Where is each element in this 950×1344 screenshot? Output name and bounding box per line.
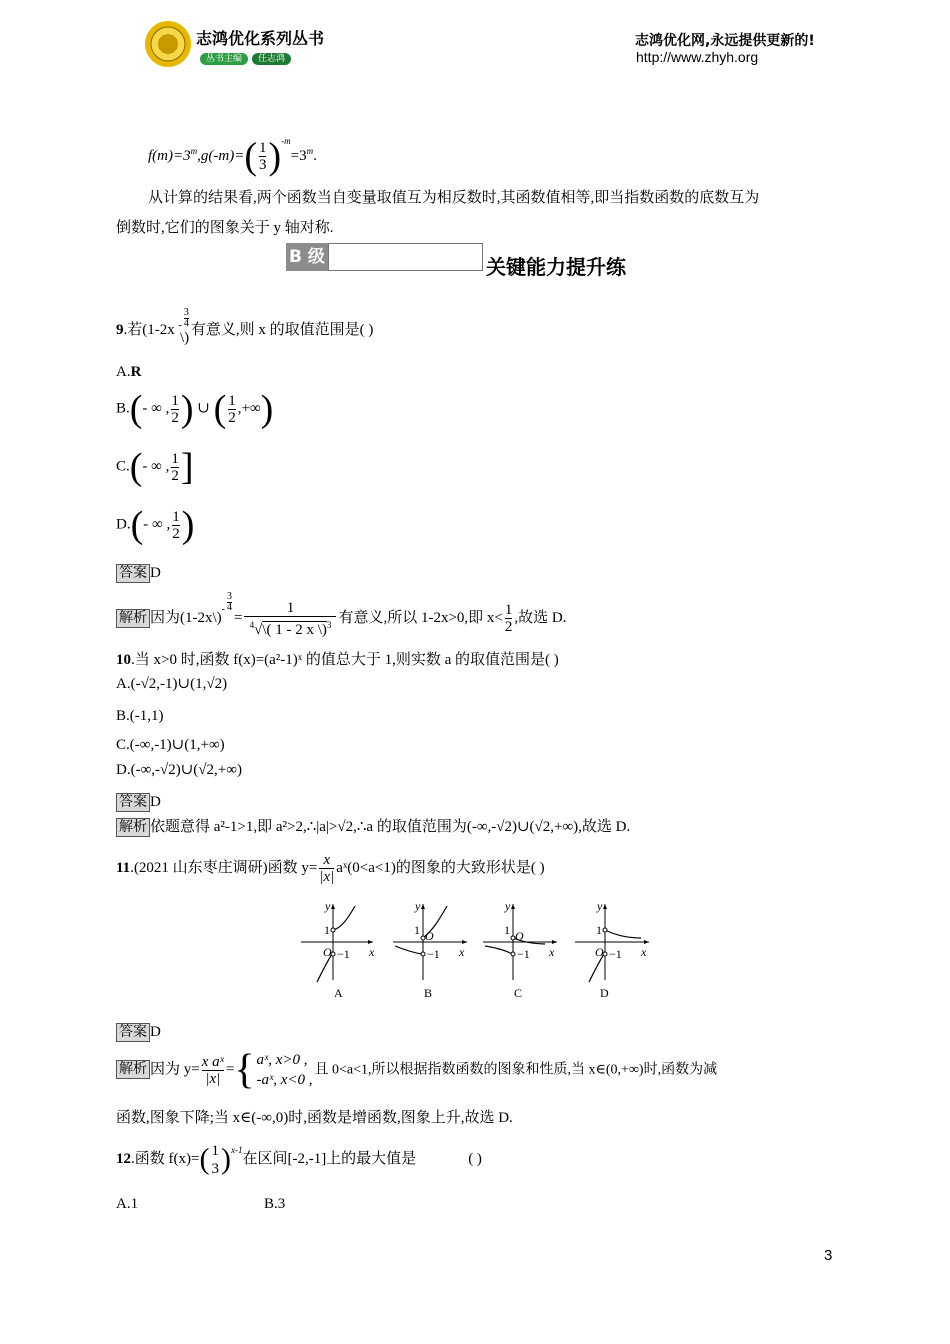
- q12-stem: 12.函数 f(x)=( 1 3 )$^{x-1}$在区间[-2,-1]上的最大值是 ( ): [116, 1142, 482, 1177]
- q9-d-frac: $\frac{1}{2}$: [172, 508, 180, 542]
- graph-b: [393, 899, 467, 1000]
- q9-option-b: B.(- ∞ , $\frac{1}{2}$ ) ∪ ( $\frac{1}{2}$ ,+∞): [116, 388, 274, 430]
- q9-answer-value: D: [150, 565, 161, 581]
- q11-analysis-a: 因为 y=: [150, 1061, 200, 1078]
- q9-b-frac2: $\frac{1}{2}$: [228, 392, 236, 426]
- formula-sup2: m: [306, 146, 314, 156]
- q11-graphs: [295, 898, 665, 1004]
- q9-analysis-half: $\frac{1}{2}$: [504, 602, 513, 636]
- q11-analysis: 解析 因为 y= $\frac{\text{x aˣ}}{|x|}$ ={ aˣ, x>0 , -aˣ, x<0 , 且 0<a<1,所以根据指数函数的图象和性质,当 x∈(0,+∞)时,函数为减: [116, 1050, 717, 1100]
- q9-stem-paren: \): [180, 330, 190, 346]
- graph-d-o: O: [595, 945, 604, 959]
- q11-stem: [116, 852, 545, 896]
- graph-b-x: x: [459, 945, 465, 959]
- formula-end: .: [313, 148, 317, 164]
- q9-analysis: [116, 592, 566, 636]
- brand-title: 志鸿优化系列丛书: [196, 29, 325, 48]
- formula-mid: ,g(-m)=: [197, 148, 245, 164]
- q11-analysis-b: 且 0<a<1,所以根据指数函数的图象和性质,当 x∈(0,+∞)时,函数为减: [314, 1062, 718, 1078]
- graph-b-y: y: [415, 899, 421, 913]
- graph-d-label: D: [600, 986, 609, 1000]
- q12-option-a: A.1: [116, 1196, 139, 1212]
- q9-number: 9: [116, 322, 124, 338]
- q9-b-label: B.: [116, 400, 130, 417]
- q11-cases: aˣ, x>0 , -aˣ, x<0 ,: [256, 1052, 313, 1088]
- q9-stem-b: 有意义,则 x 的取值范围是( ): [190, 322, 374, 338]
- q10-answer-value: D: [150, 794, 161, 810]
- q9-analysis-c: ,故选 D.: [514, 610, 567, 626]
- q9-analysis-eq: =: [234, 610, 243, 626]
- q9-c-frac: $\frac{1}{2}$: [171, 450, 179, 484]
- graph-a-label: A: [334, 986, 343, 1000]
- q10-number: 10: [116, 652, 131, 668]
- fraction-one-third: $\frac{1}{3}$: [258, 140, 267, 174]
- q12-stem-b: 在区间[-2,-1]上的最大值是: [242, 1151, 417, 1167]
- badge-left: 丛书主编: [200, 53, 248, 65]
- graph-a-y: y: [325, 899, 331, 913]
- q9-c-part: - ∞ ,: [142, 458, 170, 475]
- header-url[interactable]: http://www.zhyh.org: [636, 49, 759, 65]
- conclusion-line-1: 从计算的结果看,两个函数当自变量取值互为相反数时,其函数值相等,即当指数函数的底数互为: [148, 190, 760, 206]
- top-formula: $f(m)=3^m,g(-m)=$( $\frac{1}{3}$ )$^{-m}=3^m$.: [148, 135, 317, 178]
- q12-number: 12: [116, 1151, 131, 1167]
- logo-icon: [144, 20, 192, 68]
- q10-analysis-text: 依题意得 a²-1>1,即 a²>2,∴|a|>√2,∴a 的取值范围为(-∞,-√2)∪(√2,+∞),故选 D.: [150, 819, 631, 835]
- q9-analysis-b: 有意义,所以 1-2x>0,即 x<: [338, 610, 503, 626]
- q9-d-label: D.: [116, 516, 131, 533]
- graph-c-y: y: [505, 899, 511, 913]
- graph-b-label: B: [424, 986, 433, 1000]
- q11-frac: $\frac{x}{|x|}$: [319, 852, 335, 885]
- section-title: 关键能力提升练: [486, 255, 626, 279]
- q9-b-frac: $\frac{1}{2}$: [171, 392, 179, 426]
- q10-option-d: D.(-∞,-√2)∪(√2,+∞): [116, 762, 242, 778]
- graph-d: [575, 899, 649, 1000]
- graph-c-o: O: [515, 929, 524, 943]
- q9-b-part1: - ∞ ,: [142, 400, 170, 417]
- graph-c: [483, 899, 557, 1000]
- q10-stem: [116, 650, 559, 670]
- graph-d-tick-pos: 1: [596, 923, 602, 937]
- formula-lhs: f(m)=3: [148, 148, 191, 164]
- graph-d-x: x: [641, 945, 647, 959]
- graph-c-x: x: [549, 945, 555, 959]
- q10-option-c: C.(-∞,-1)∪(1,+∞): [116, 737, 225, 753]
- section-box: [328, 243, 483, 271]
- q9-c-label: C.: [116, 458, 130, 475]
- graph-c-label: C: [514, 986, 523, 1000]
- editor-badge: [200, 48, 291, 66]
- graph-b-o: O: [425, 929, 434, 943]
- analysis-tag: 解析: [116, 818, 150, 837]
- q11-analysis-line2: 函数,图象下降;当 x∈(-∞,0)时,函数是增函数,图象上升,故选 D.: [116, 1110, 513, 1126]
- analysis-tag: 解析: [116, 609, 150, 628]
- formula-exp: -m: [281, 136, 291, 146]
- q12-exp: x-1: [230, 1145, 243, 1155]
- q10-stem-text: .当 x>0 时,函数 f(x)=(a²-1)ˣ 的值总大于 1,则实数 a 的取值范围是( ): [131, 652, 559, 668]
- q9-d-part: - ∞ ,: [143, 516, 171, 533]
- answer-tag: 答案: [116, 1023, 150, 1042]
- q9-analysis-exp: $\frac{3}{4}$: [227, 591, 232, 613]
- q11-answer-value: D: [150, 1024, 161, 1040]
- graph-a-tick-pos: 1: [324, 923, 330, 937]
- q10-analysis: [116, 817, 630, 837]
- section-heading: [286, 243, 686, 277]
- q9-option-a: [116, 362, 141, 382]
- q9-b-tail: ,+∞: [237, 400, 261, 417]
- graph-d-tick-neg: −1: [609, 947, 622, 961]
- graph-c-tick-pos: 1: [504, 923, 510, 937]
- q9-option-c: C.(- ∞ , $\frac{1}{2}$ ]: [116, 446, 194, 488]
- q11-analysis-eq: =: [225, 1061, 235, 1078]
- answer-tag: 答案: [116, 564, 150, 583]
- graph-a-tick-neg: −1: [337, 947, 350, 961]
- q9-a-value: R: [130, 364, 142, 380]
- page-number: 3: [824, 1247, 833, 1264]
- q12-option-b: B.3: [264, 1196, 286, 1212]
- badge-right: 任志鸿: [252, 53, 291, 65]
- q11-stem-a: .(2021 山东枣庄调研)函数 y=: [130, 859, 318, 876]
- answer-tag: 答案: [116, 793, 150, 812]
- q11-answer: [116, 1022, 161, 1042]
- header-slogan: 志鸿优化网,永远提供更新的!: [635, 33, 815, 49]
- graph-a-o: O: [323, 945, 332, 959]
- formula-rhs: =3: [290, 148, 307, 164]
- graph-a: [301, 899, 375, 1000]
- q9-exp-pre: -: [178, 320, 182, 331]
- section-badge: B 级: [286, 243, 328, 271]
- q9-stem: [116, 308, 373, 340]
- q9-analysis-exp-pre: -: [221, 604, 225, 615]
- conclusion-line-2: 倒数时,它们的图象关于 y 轴对称.: [116, 220, 334, 236]
- q12-frac: 1 3: [211, 1142, 219, 1177]
- q9-a-label: A.: [116, 364, 131, 380]
- q12-blank: ( ): [468, 1151, 482, 1167]
- q11-analysis-frac: $\frac{\text{x aˣ}}{|x|}$: [201, 1053, 224, 1087]
- q9-option-d: D.(- ∞ , $\frac{1}{2}$ ): [116, 504, 195, 546]
- q10-option-b: B.(-1,1): [116, 708, 164, 724]
- q9-stem-a: .若(1-2x: [123, 322, 175, 338]
- header: [140, 18, 840, 68]
- graph-d-y: y: [597, 899, 603, 913]
- formula-sup: m: [190, 146, 198, 156]
- graph-b-tick-neg: −1: [427, 947, 440, 961]
- q9-analysis-frac: $\frac{1}{^4√\backslash( 1 - 2 x \backslash)^3}$: [244, 600, 336, 638]
- q11-number: 11: [116, 859, 131, 876]
- q9-analysis-a: 因为(1-2x\): [150, 610, 222, 626]
- analysis-tag: 解析: [116, 1060, 150, 1079]
- graph-c-tick-neg: −1: [517, 947, 530, 961]
- q10-option-a: A.(-√2,-1)∪(1,√2): [116, 676, 228, 692]
- q9-answer: [116, 563, 161, 583]
- q12-stem-a: .函数 f(x)=: [131, 1151, 200, 1167]
- q9-exp-frac: $\frac{3}{4}$: [183, 307, 189, 329]
- q10-answer: [116, 792, 161, 812]
- graph-a-x: x: [369, 945, 375, 959]
- q9-b-union: ∪: [197, 400, 210, 417]
- graph-b-tick-pos: 1: [414, 923, 420, 937]
- q11-stem-b: aˣ(0<a<1)的图象的大致形状是( ): [336, 859, 545, 876]
